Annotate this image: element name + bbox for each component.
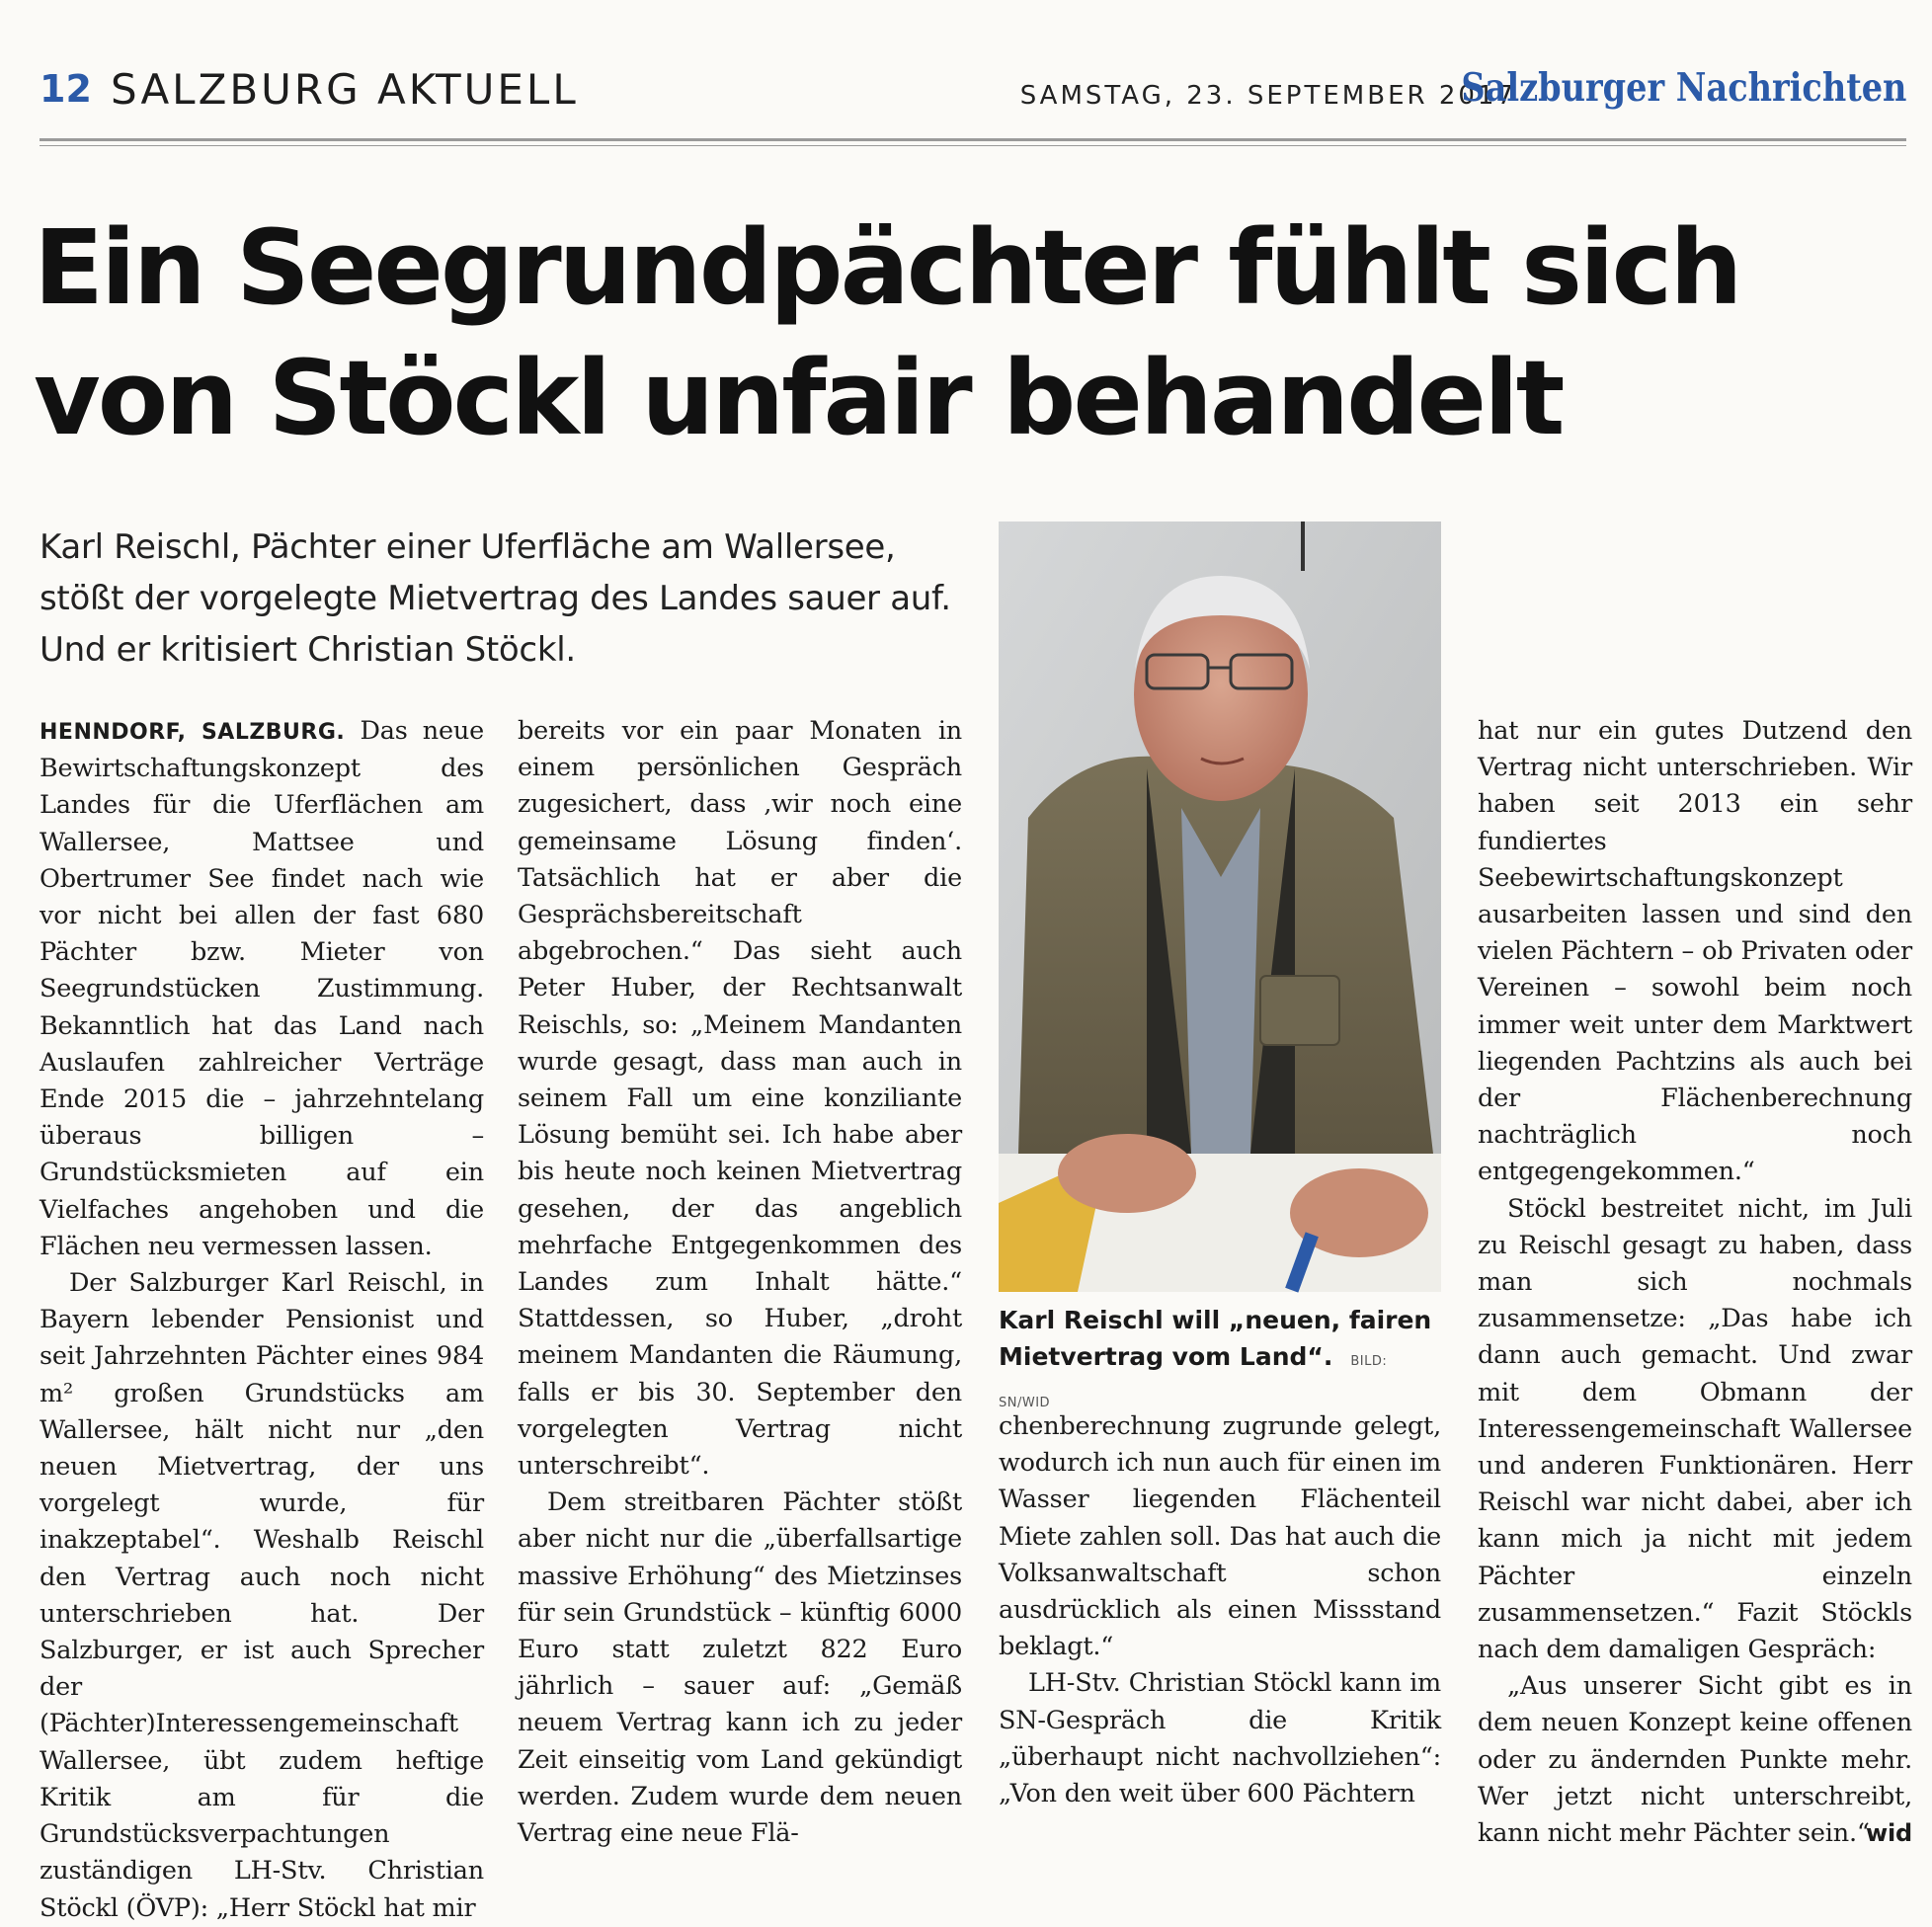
article-column-1 — [40, 713, 484, 1927]
lead-paragraph: Karl Reischl, Pächter einer Uferfläche am Wallersee, stößt der vorgelegte Mietvertrag des Landes sauer auf. Und er kritisiert Christian Stöckl. — [40, 527, 951, 670]
body-paragraph: LH-Stv. Christian Stöckl kann im SN-Gespräch die Kritik „überhaupt nicht nachvollziehen“: „Von den weit über 600 Pächtern — [999, 1668, 1441, 1809]
body-paragraph: hat nur ein gutes Dutzend den Vertrag nicht unterschrieben. Wir haben seit 2013 ein sehr fundiertes Seebewirtschaftungskonzept ausarbeiten lassen und sind den vielen Pächtern – ob Privaten oder Vereinen – sowohl beim noch immer weit unter dem Marktwert liegenden Pachtzins als auch bei der Flächenberechnung nachträglich noch entgegengekommen.“ — [1478, 716, 1912, 1187]
headline — [34, 202, 1910, 463]
body-paragraph: Der Salzburger Karl Reischl, in Bayern lebender Pensionist und seit Jahrzehnten Pächter eines 984 m² großen Grundstücks am Wallersee, hält nicht nur „den neuen Mietvertrag, der uns vorgelegt wurde, für inakzeptabel“. Weshalb Reischl den Vertrag auch noch nicht unterschrieben hat. Der Salzburger, er ist auch Sprecher der (Pächter)Interessengemeinschaft Wallersee, übt zudem heftige Kritik am für die Grundstücksverpachtungen zuständigen LH-Stv. Christian Stöckl (ÖVP): „Herr Stöckl hat mir — [40, 1268, 484, 1923]
newspaper-logo: Salzburger Nachrichten — [1460, 65, 1906, 111]
article-column-4 — [1478, 713, 1912, 1853]
article-column-2 — [518, 713, 962, 1852]
photo-caption — [999, 1302, 1441, 1421]
section-title: SALZBURG AKTUELL — [111, 65, 579, 114]
page-header — [40, 59, 1906, 119]
body-paragraph: bereits vor ein paar Monaten in einem persönlichen Gespräch zugesichert, dass ‚wir noch eine gemeinsame Lösung finden‘. Tatsächlich hat er aber die Gesprächsbereitschaft abgebrochen.“ Das sieht auch Peter Huber, der Rechtsanwalt Reischls, so: „Meinem Mandanten wurde gesagt, dass man auch in seinem Fall um eine konziliante Lösung bemüht sei. Ich habe aber bis heute noch keinen Mietvertrag gesehen, der das angeblich mehrfache Entgegenkommen des Landes zum Inhalt hätte.“ Stattdessen, so Huber, „droht meinem Mandanten die Räumung, falls er bis 30. September den vorgelegten Vertrag nicht unterschreibt“. — [518, 716, 962, 1482]
author-initials: wid — [1866, 1819, 1912, 1848]
caption-text: Karl Reischl will „neuen, fairen Mietvertrag vom Land“. — [999, 1306, 1432, 1371]
body-paragraph: Dem streitbaren Pächter stößt aber nicht nur die „überfallsartige massive Erhöhung“ des Mietzinses für sein Grundstück – künftig 6000 Euro statt zuletzt 822 Euro jährlich – sauer auf: „Gemäß neuem Vertrag kann ich zu jeder Zeit einseitig vom Land gekündigt werden. Zudem wurde dem neuen Vertrag eine neue Flä- — [518, 1487, 962, 1849]
issue-date: SAMSTAG, 23. SEPTEMBER 2017 — [1019, 81, 1516, 111]
body-paragraph: chenberechnung zugrunde gelegt, wodurch ich nun auch für einen im Wasser liegenden Flächenteil Miete zahlen soll. Das hat auch die Volksanwaltschaft schon ausdrücklich als einen Missstand beklagt.“ — [999, 1411, 1441, 1662]
headline-line-2: von Stöckl unfair behandelt — [34, 338, 1563, 458]
article-column-3 — [999, 1408, 1441, 1812]
photo-credit: BILD: SN/WID — [999, 1354, 1388, 1410]
dateline: HENNDORF, SALZBURG. — [40, 720, 346, 745]
header-divider-thin — [40, 145, 1906, 146]
page-number: 12 — [40, 67, 92, 111]
portrait-photo — [999, 522, 1441, 1292]
headline-line-1: Ein Seegrundpächter fühlt sich — [34, 207, 1740, 328]
body-paragraph — [40, 713, 484, 1265]
header-divider — [40, 138, 1906, 141]
body-paragraph: Stöckl bestreitet nicht, im Juli zu Reischl gesagt zu haben, dass man sich nochmals zusammensetze: „Das habe ich dann auch gemacht. Und zwar mit dem Obmann der Interessengemeinschaft Wallersee und anderen Funktionären. Herr Reischl war nicht dabei, aber ich kann mich ja nicht mit jedem Pächter einzeln zusammensetzen.“ Fazit Stöckls nach dem damaligen Gespräch: — [1478, 1193, 1912, 1665]
body-text: Das neue Bewirtschaftungskonzept des Landes für die Uferflächen am Wallersee, Mattsee und Obertrumer See findet nach wie vor nicht bei allen der fast 680 Pächter bzw. Mieter von Seegrundstücken Zustimmung. Bekanntlich hat das Land nach Auslaufen zahlreicher Verträge Ende 2015 die – jahrzehntelang überaus billigen – Grundstücksmieten auf ein Vielfaches angehoben und die Flächen neu vermessen lassen. — [40, 716, 484, 1261]
body-paragraph: „Aus unserer Sicht gibt es in dem neuen Konzept keine offenen oder zu ändernden Punkte mehr. Wer jetzt nicht unterschreibt, kann nicht mehr Pächter sein.“ — [1478, 1671, 1912, 1849]
